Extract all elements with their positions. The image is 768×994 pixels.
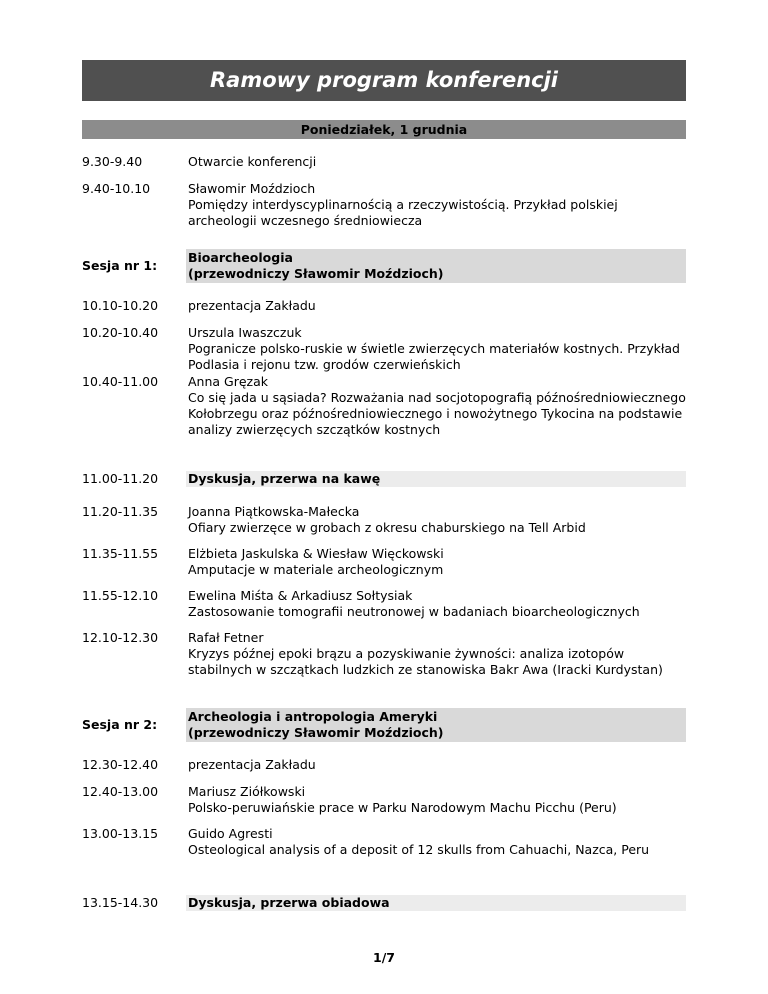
session-chair: (przewodniczy Sławomir Moździoch): [188, 266, 444, 281]
row-time: 10.40-11.00: [82, 374, 159, 389]
talk-title: Co się jada u sąsiada? Rozważania nad socjotopografią późnośredniowiecznego Kołobrzegu oraz późnośredniowiecznego i nowożytnego Tykocina na podstawie analizy zwierzęcych szczątków kostnych: [188, 390, 686, 437]
row-time: 13.00-13.15: [82, 826, 159, 841]
row-time: 10.10-10.20: [82, 298, 159, 313]
session-title: Bioarcheologia: [188, 250, 293, 265]
speaker-name: Ewelina Miśta & Arkadiusz Sołtysiak: [188, 588, 413, 603]
row-title: Otwarcie konferencji: [188, 154, 317, 169]
speaker-name: Urszula Iwaszczuk: [188, 325, 302, 340]
row-description: [188, 784, 686, 816]
row-time: 10.20-10.40: [82, 325, 159, 340]
row-time: 9.30-9.40: [82, 154, 143, 169]
day-heading: Poniedziałek, 1 grudnia: [82, 120, 686, 139]
break-title: Dyskusja, przerwa obiadowa: [188, 895, 390, 910]
break-title: Dyskusja, przerwa na kawę: [188, 471, 381, 486]
session-header: [82, 708, 686, 742]
talk-title: Polsko-peruwiańskie prace w Parku Narodowym Machu Picchu (Peru): [188, 800, 617, 815]
talk-title: Amputacje w materiale archeologicznym: [188, 562, 444, 577]
document-title: Ramowy program konferencji: [82, 60, 686, 101]
talk-title: Zastosowanie tomografii neutronowej w badaniach bioarcheologicznych: [188, 604, 640, 619]
row-time: 12.10-12.30: [82, 630, 159, 645]
speaker-name: Sławomir Moździoch: [188, 181, 316, 196]
session-label: Sesja nr 2:: [82, 717, 158, 732]
row-time: 11.35-11.55: [82, 546, 159, 561]
row-description: [188, 826, 686, 858]
row-description: [188, 325, 686, 373]
session-chair: (przewodniczy Sławomir Moździoch): [188, 725, 444, 740]
row-time: 11.20-11.35: [82, 504, 159, 519]
talk-title: Pogranicze polsko-ruskie w świetle zwierzęcych materiałów kostnych. Przykład Podlasia i rejonu tzw. grodów czerwieńskich: [188, 341, 680, 372]
session-header: [82, 249, 686, 283]
row-title: prezentacja Zakładu: [188, 298, 316, 313]
speaker-name: Joanna Piątkowska-Małecka: [188, 504, 360, 519]
speaker-name: Elżbieta Jaskulska & Wiesław Więckowski: [188, 546, 444, 561]
speaker-name: Mariusz Ziółkowski: [188, 784, 306, 799]
row-time: 12.40-13.00: [82, 784, 159, 799]
row-time: 11.55-12.10: [82, 588, 159, 603]
row-description: [188, 374, 686, 438]
speaker-name: Rafał Fetner: [188, 630, 264, 645]
row-description: [188, 546, 686, 578]
talk-title: Ofiary zwierzęce w grobach z okresu chaburskiego na Tell Arbid: [188, 520, 586, 535]
page-number: 1/7: [373, 950, 395, 965]
row-description: [188, 630, 686, 678]
row-description: [188, 181, 686, 229]
talk-title: Kryzys późnej epoki brązu a pozyskiwanie żywności: analiza izotopów stabilnych w szczątkach ludzkich ze stanowiska Bakr Awa (Iracki Kurdystan): [188, 646, 663, 677]
row-description: [188, 504, 686, 536]
row-time: 11.00-11.20: [82, 471, 159, 486]
speaker-name: Guido Agresti: [188, 826, 273, 841]
row-time: 9.40-10.10: [82, 181, 151, 196]
talk-title: Pomiędzy interdyscyplinarnością a rzeczywistością. Przykład polskiej archeologii wczesnego średniowiecza: [188, 197, 618, 228]
session-label: Sesja nr 1:: [82, 258, 158, 273]
row-title: prezentacja Zakładu: [188, 757, 316, 772]
speaker-name: Anna Gręzak: [188, 374, 269, 389]
row-time: 12.30-12.40: [82, 757, 159, 772]
talk-title: Osteological analysis of a deposit of 12 skulls from Cahuachi, Nazca, Peru: [188, 842, 650, 857]
session-title: Archeologia i antropologia Ameryki: [188, 709, 438, 724]
row-description: [188, 588, 686, 620]
row-time: 13.15-14.30: [82, 895, 159, 910]
